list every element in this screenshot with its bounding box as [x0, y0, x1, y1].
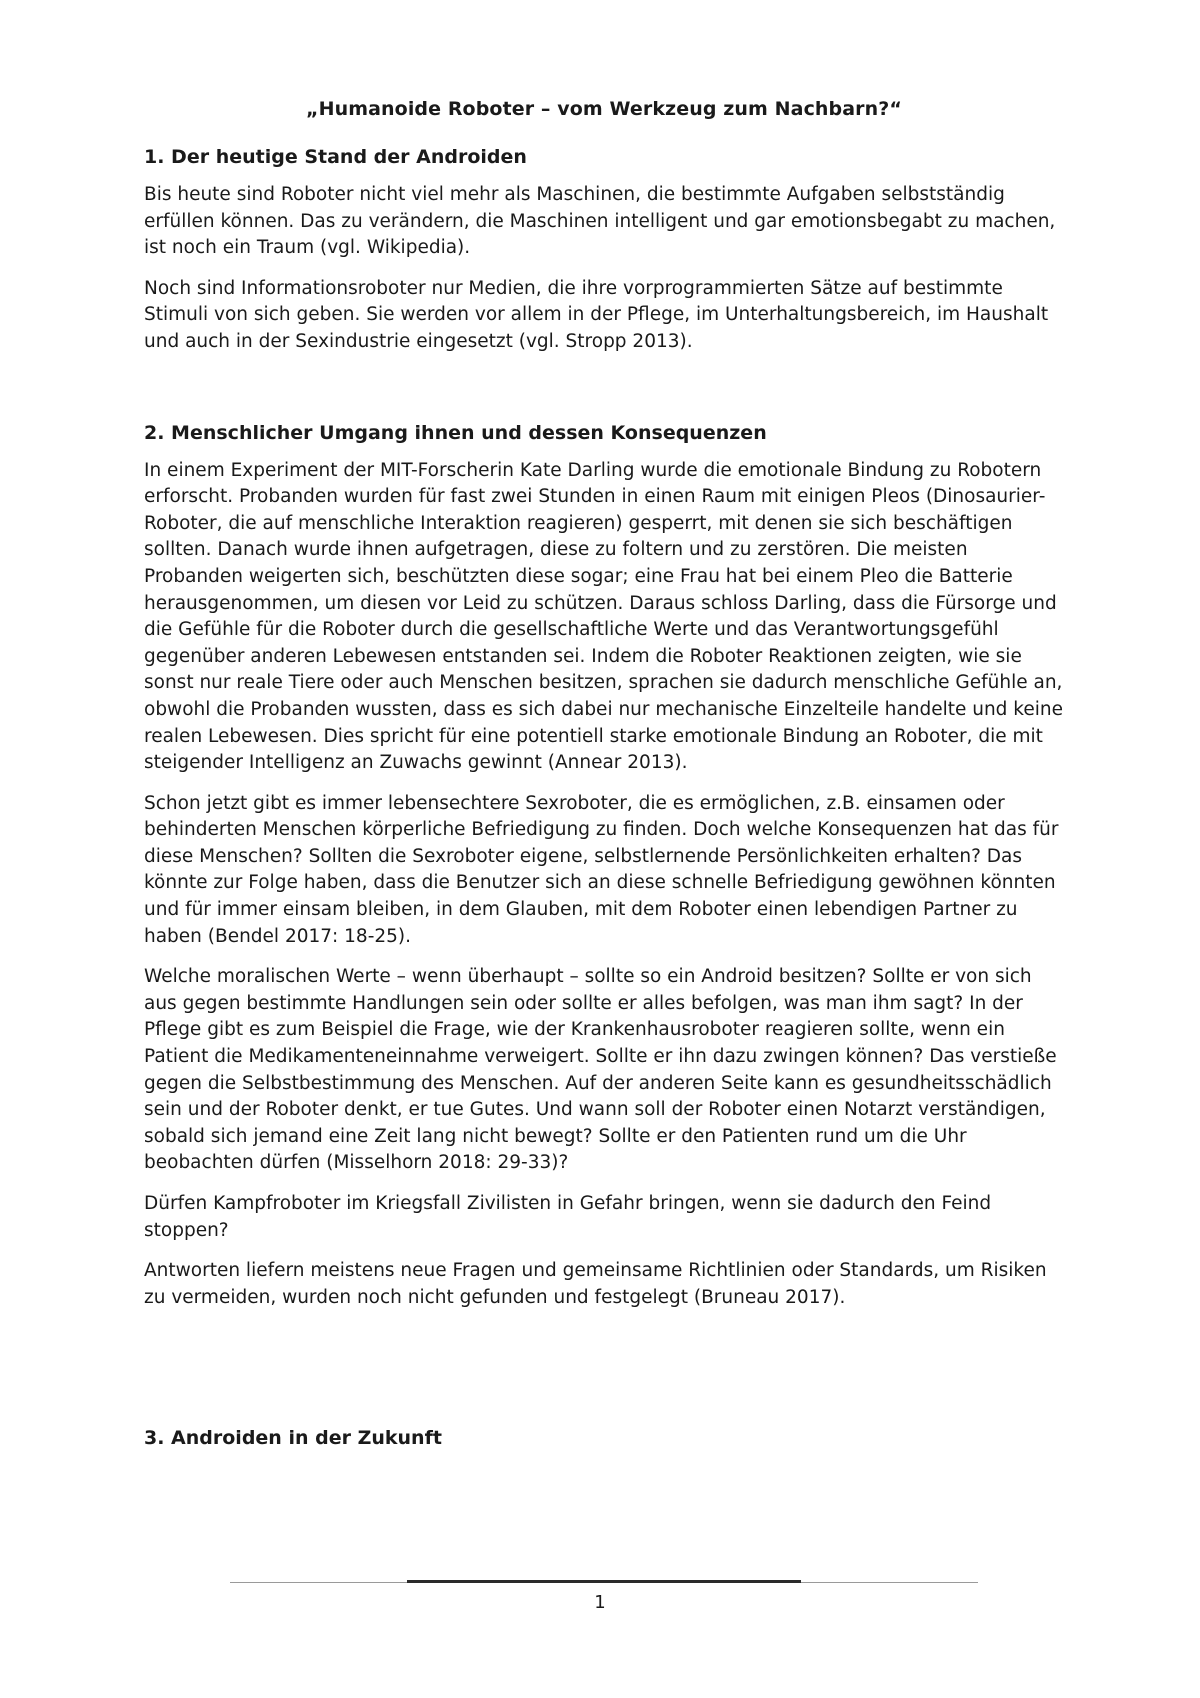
section-2-paragraph-5: Antworten liefern meistens neue Fragen und gemeinsame Richtlinien oder Standards, um Risiken zu vermeiden, wurden noch nicht gefunden und festgelegt (Bruneau 2017).: [144, 1260, 1047, 1308]
section-1-paragraph-1: Bis heute sind Roboter nicht viel mehr als Maschinen, die bestimmte Aufgaben selbstständig erfüllen können. Das zu verändern, die Maschinen intelligent und gar emotionsbegabt zu machen, ist noch ein Traum (vgl. Wikipedia).: [144, 184, 1056, 259]
footer-divider-accent: [407, 1580, 801, 1583]
page-number: 1: [594, 1592, 606, 1613]
section-2-paragraph-3: Welche moralischen Werte – wenn überhaupt – sollte so ein Android besitzen? Sollte er von sich aus gegen bestimmte Handlungen sein oder sollte er alles befolgen, was man ihm sagt? In der Pflege gibt es zum Beispiel die Frage, wie der Krankenhausroboter reagieren sollte, wenn ein Patient die Medikamenteneinnahme verweigert. Sollte er ihn dazu zwingen können? Das verstieße gegen die Selbstbestimmung des Menschen. Auf der anderen Seite kann es gesundheitsschädlich sein und der Roboter denkt, er tue Gutes. Und wann soll der Roboter einen Notarzt verständigen, sobald sich jemand eine Zeit lang nicht bewegt? Sollte er den Patienten rund um die Uhr beobachten dürfen (Misselhorn 2018: 29-33)?: [144, 966, 1057, 1174]
section-2-paragraph-2: Schon jetzt gibt es immer lebensechtere Sexroboter, die es ermöglichen, z.B. einsamen oder behinderten Menschen körperliche Befriedigung zu finden. Doch welche Konsequenzen hat das für diese Menschen? Sollten die Sexroboter eigene, selbstlernende Persönlichkeiten erhalten? Das könnte zur Folge haben, dass die Benutzer sich an diese schnelle Befriedigung gewöhnen könnten und für immer einsam bleiben, in dem Glauben, mit dem Roboter einen lebendigen Partner zu haben (Bendel 2017: 18-25).: [144, 792, 1059, 947]
section-heading-1: 1. Der heutige Stand der Androiden: [144, 146, 527, 168]
section-2-paragraph-1: In einem Experiment der MIT-Forscherin Kate Darling wurde die emotionale Bindung zu Robotern erforscht. Probanden wurden für fast zwei Stunden in einen Raum mit einigen Pleos (Dinosaurier-Roboter, die auf menschliche Interaktion reagieren) gesperrt, mit denen sie sich beschäftigen sollten. Danach wurde ihnen aufgetragen, diese zu foltern und zu zerstören. Die meisten Probanden weigerten sich, beschützten diese sogar; eine Frau hat bei einem Pleo die Batterie herausgenommen, um diesen vor Leid zu schützen. Daraus schloss Darling, dass die Fürsorge und die Gefühle für die Roboter durch die gesellschaftliche Werte und das Verantwortungsgefühl gegenüber anderen Lebewesen entstanden sei. Indem die Roboter Reaktionen zeigten, wie sie sonst nur reale Tiere oder auch Menschen besitzen, sprachen sie dadurch menschliche Gefühle an, obwohl die Probanden wussten, dass es sich dabei nur mechanische Einzelteile handelte und keine realen Lebewesen. Dies spricht für eine potentiell starke emotionale Bindung an Roboter, die mit steigender Intelligenz an Zuwachs gewinnt (Annear 2013).: [144, 459, 1063, 774]
section-2-paragraph-4: Dürfen Kampfroboter im Kriegsfall Zivilisten in Gefahr bringen, wenn sie dadurch den Feind stoppen?: [144, 1193, 992, 1241]
page-content: [144, 96, 1064, 1463]
section-1-paragraph-2: Noch sind Informationsroboter nur Medien, die ihre vorprogrammierten Sätze auf bestimmte Stimuli von sich geben. Sie werden vor allem in der Pflege, im Unterhaltungsbereich, im Haushalt und auch in der Sexindustrie eingesetzt (vgl. Stropp 2013).: [144, 277, 1049, 352]
document-title: „Humanoide Roboter – vom Werkzeug zum Nachbarn?“: [306, 98, 902, 120]
section-heading-3: 3. Androiden in der Zukunft: [144, 1427, 442, 1450]
section-heading-2: 2. Menschlicher Umgang ihnen und dessen Konsequenzen: [144, 421, 767, 444]
